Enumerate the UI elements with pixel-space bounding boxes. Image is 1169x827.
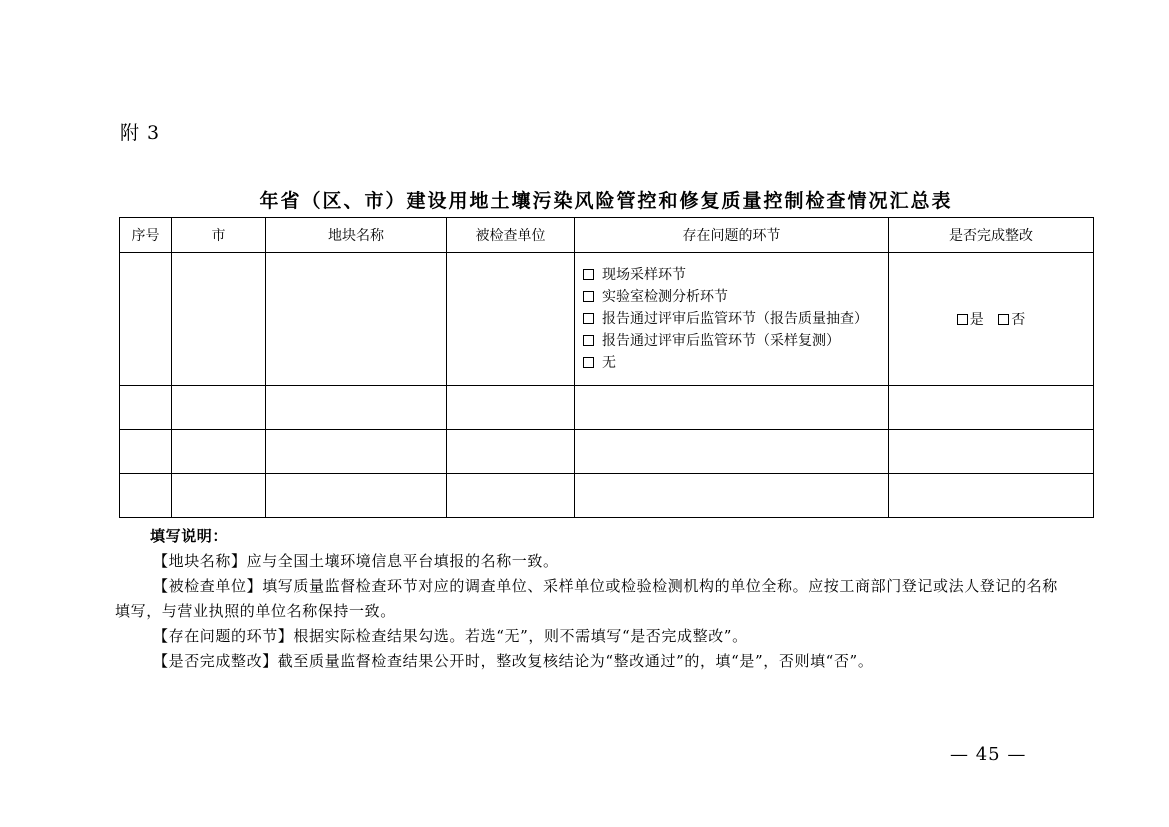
instruction-inspected-unit: 【被检查单位】填写质量监督检查环节对应的调查单位、采样单位或检验检测机构的单位全称。应按工商部门登记或法人登记的名称填写，与营业执照的单位名称保持一致。 — [115, 577, 1058, 620]
problem-stage-options — [583, 264, 888, 374]
checkbox-icon[interactable] — [583, 313, 594, 324]
table-row — [120, 386, 1094, 430]
cell-city — [172, 253, 266, 386]
stage-option-lab-analysis[interactable] — [583, 286, 888, 308]
stage-option-label: 报告通过评审后监管环节（采样复测） — [602, 333, 840, 349]
stage-option-none[interactable] — [583, 352, 888, 374]
cell-plot-name — [266, 253, 447, 386]
checkbox-icon[interactable] — [583, 357, 594, 368]
header-inspected-unit: 被检查单位 — [447, 218, 575, 253]
summary-table — [119, 217, 1094, 518]
rectification-option-label: 是 — [969, 312, 984, 328]
cell-serial-number[interactable] — [120, 474, 172, 518]
checkbox-icon[interactable] — [583, 269, 594, 280]
header-city: 市 — [172, 218, 266, 253]
stage-option-label: 报告通过评审后监管环节（报告质量抽查） — [602, 311, 868, 327]
rectification-option-label: 否 — [1011, 312, 1026, 328]
checkbox-icon[interactable] — [957, 314, 968, 325]
cell-serial-number[interactable] — [120, 386, 172, 430]
instruction-rectification: 【是否完成整改】截至质量监督检查结果公开时，整改复核结论为“整改通过”的，填“是”，否则填“否”。 — [153, 652, 874, 670]
checkbox-icon[interactable] — [583, 291, 594, 302]
checkbox-icon[interactable] — [998, 314, 1009, 325]
stage-option-label: 实验室检测分析环节 — [602, 289, 728, 305]
page-number: — 45 — — [950, 744, 1027, 765]
cell-rectification-completed — [889, 253, 1094, 386]
header-rectification-completed: 是否完成整改 — [889, 218, 1094, 253]
table-row — [120, 253, 1094, 386]
instruction-problem-stage: 【存在问题的环节】根据实际检查结果勾选。若选“无”，则不需填写“是否完成整改”。 — [153, 627, 748, 645]
cell-inspected-unit[interactable] — [447, 430, 575, 474]
cell-problem-stage[interactable] — [575, 386, 889, 430]
checkbox-icon[interactable] — [583, 335, 594, 346]
cell-inspected-unit[interactable] — [447, 386, 575, 430]
header-plot-name: 地块名称 — [266, 218, 447, 253]
cell-rectification-completed[interactable] — [889, 430, 1094, 474]
stage-option-report-quality-check[interactable] — [583, 308, 888, 330]
cell-city[interactable] — [172, 430, 266, 474]
table-header-row — [120, 218, 1094, 253]
header-problem-stage: 存在问题的环节 — [575, 218, 889, 253]
stage-option-label: 现场采样环节 — [602, 267, 686, 283]
table-row — [120, 430, 1094, 474]
cell-city[interactable] — [172, 474, 266, 518]
cell-plot-name[interactable] — [266, 474, 447, 518]
cell-serial-number[interactable] — [120, 430, 172, 474]
instruction-plot-name: 【地块名称】应与全国土壤环境信息平台填报的名称一致。 — [153, 552, 559, 570]
cell-problem-stage[interactable] — [575, 430, 889, 474]
table-row — [120, 474, 1094, 518]
stage-option-field-sampling[interactable] — [583, 264, 888, 286]
cell-rectification-completed[interactable] — [889, 386, 1094, 430]
table-title: 年省（区、市）建设用地土壤污染风险管控和修复质量控制检查情况汇总表 — [259, 190, 953, 212]
instructions-heading: 填写说明： — [150, 527, 229, 545]
cell-rectification-completed[interactable] — [889, 474, 1094, 518]
cell-inspected-unit — [447, 253, 575, 386]
cell-inspected-unit[interactable] — [447, 474, 575, 518]
rectification-option-no[interactable] — [998, 309, 1025, 329]
cell-problem-stage — [575, 253, 889, 386]
rectification-option-yes[interactable] — [957, 309, 984, 329]
stage-option-label: 无 — [602, 355, 616, 371]
cell-serial-number — [120, 253, 172, 386]
annex-label: 附 3 — [120, 122, 161, 144]
cell-problem-stage[interactable] — [575, 474, 889, 518]
header-serial-number: 序号 — [120, 218, 172, 253]
stage-option-sampling-retest[interactable] — [583, 330, 888, 352]
cell-city[interactable] — [172, 386, 266, 430]
cell-plot-name[interactable] — [266, 386, 447, 430]
cell-plot-name[interactable] — [266, 430, 447, 474]
filling-instructions — [115, 524, 1065, 674]
